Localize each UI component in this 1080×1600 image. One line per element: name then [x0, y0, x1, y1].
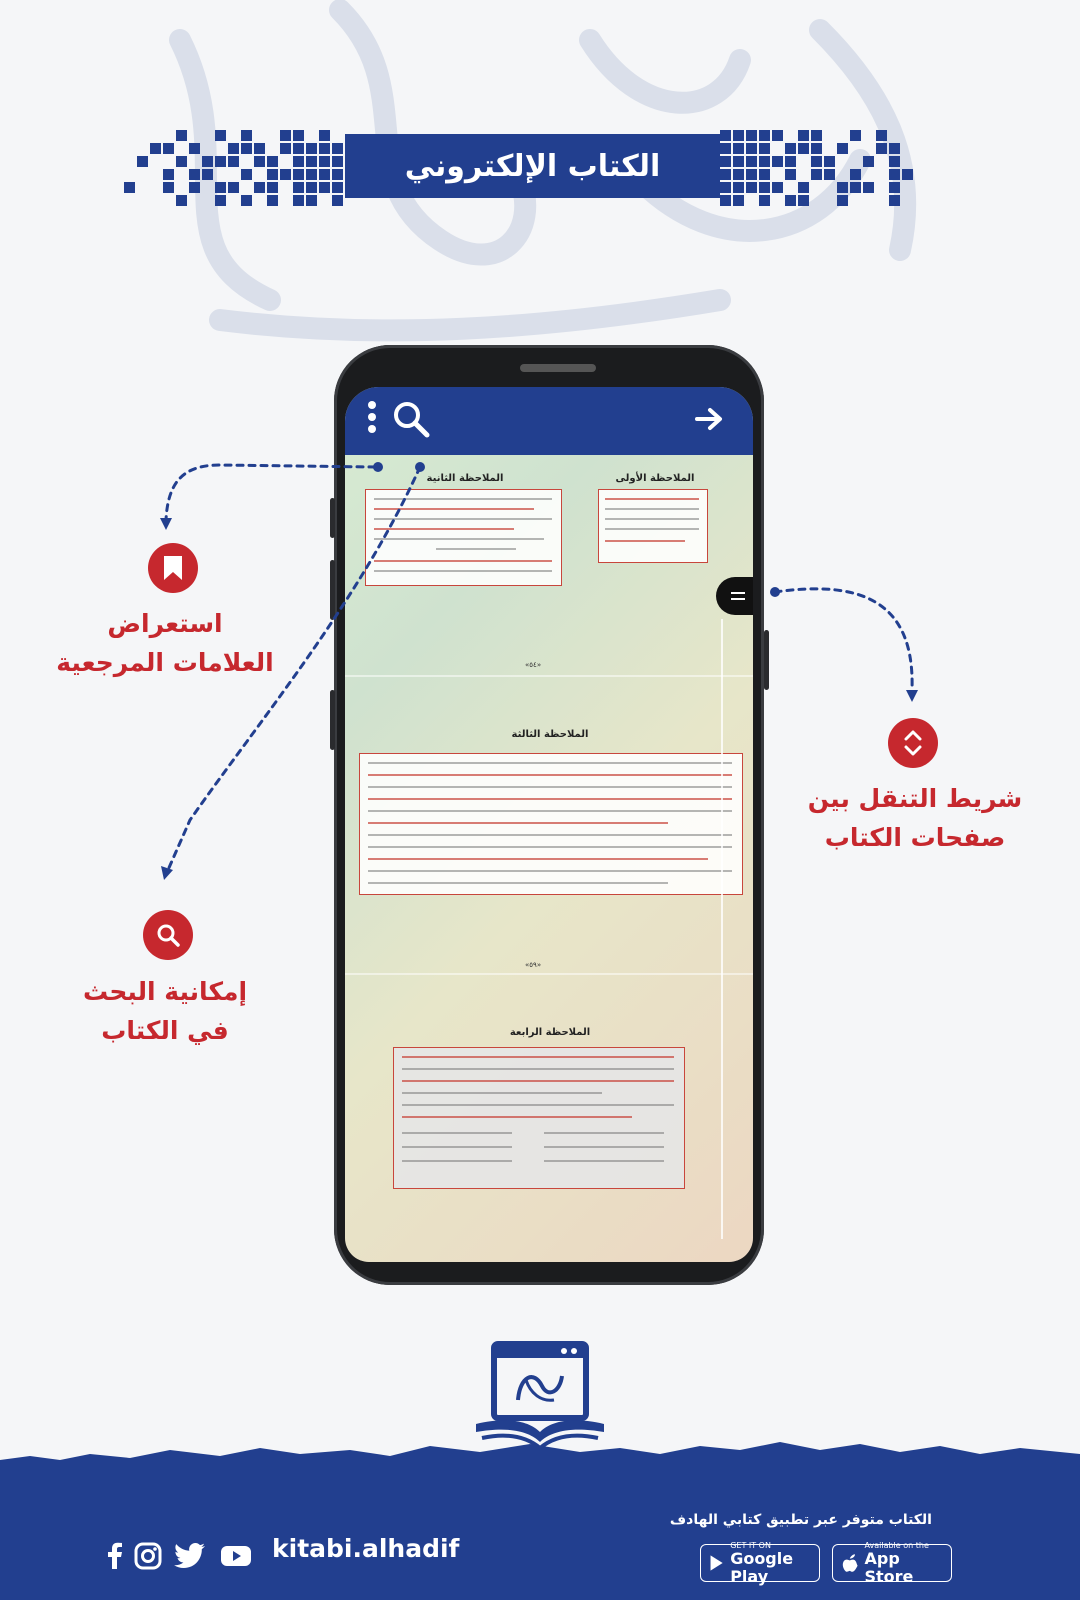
more-vertical-icon[interactable]: [367, 399, 377, 439]
google-play-badge[interactable]: [700, 1540, 820, 1586]
pixel-block: [241, 169, 252, 180]
pixel-block: [241, 130, 252, 141]
pixel-block: [137, 156, 148, 167]
pixel-block: [759, 156, 770, 167]
pixel-block: [215, 195, 226, 206]
pixel-block: [124, 182, 135, 193]
note-box: [359, 753, 743, 895]
pixel-block: [241, 195, 252, 206]
pixel-block: [772, 182, 783, 193]
callout-line: استعراض: [107, 609, 223, 638]
pixel-block: [215, 182, 226, 193]
pixel-block: [785, 143, 796, 154]
pixel-block: [267, 169, 278, 180]
pixel-block: [889, 169, 900, 180]
pixel-block: [720, 195, 731, 206]
twitter-icon[interactable]: [174, 1540, 206, 1572]
pixel-block: [293, 156, 304, 167]
pixel-block: [202, 169, 213, 180]
search-icon: [155, 922, 181, 948]
pixel-block: [759, 169, 770, 180]
pixel-block: [850, 169, 861, 180]
app-screen: [345, 387, 753, 1262]
note-title: الملاحظة الأولى: [615, 473, 695, 484]
page-title: الكتاب الإلكتروني: [345, 134, 720, 198]
pixel-block: [163, 182, 174, 193]
apple-icon: [841, 1551, 858, 1575]
google-play-icon: [709, 1552, 724, 1574]
pixel-block: [902, 169, 913, 180]
callout-line: العلامات المرجعية: [56, 647, 274, 677]
pixel-block: [811, 130, 822, 141]
pixel-block: [306, 182, 317, 193]
pixel-block: [798, 143, 809, 154]
pixel-block: [772, 130, 783, 141]
app-top-bar: [345, 387, 753, 455]
note-title: الملاحظة الثالثة: [511, 729, 589, 740]
store-big-text: App Store: [864, 1548, 914, 1586]
pixel-block: [837, 143, 848, 154]
pixel-block: [176, 156, 187, 167]
pixel-block: [332, 169, 343, 180]
pixel-block: [267, 156, 278, 167]
pixel-block: [176, 130, 187, 141]
pixel-block: [293, 169, 304, 180]
search-icon[interactable]: [391, 399, 431, 443]
note-box: [393, 1047, 685, 1189]
instagram-icon[interactable]: [132, 1540, 164, 1572]
app-store-badge[interactable]: [832, 1540, 952, 1586]
pixel-block: [798, 130, 809, 141]
pixel-block: [319, 169, 330, 180]
chevron-up-down-icon: [902, 728, 924, 758]
callout-bookmarks: [40, 605, 290, 683]
pixel-block: [163, 169, 174, 180]
pixel-block: [863, 182, 874, 193]
availability-text: الكتاب متوفر عبر تطبيق كتابي الهادف: [669, 1512, 932, 1528]
callout-line: صفحات الكتاب: [824, 822, 1006, 852]
page-scroll-handle[interactable]: [716, 577, 753, 615]
callout-search: [45, 973, 285, 1051]
pixel-block: [811, 143, 822, 154]
phone-side-button: [330, 560, 335, 620]
pixel-block: [189, 169, 200, 180]
pixel-block: [759, 195, 770, 206]
pixel-block: [254, 143, 265, 154]
pixel-block: [306, 195, 317, 206]
bookmark-icon: [162, 555, 184, 581]
note-title: الملاحظة الرابعة: [509, 1027, 591, 1038]
pixel-block: [746, 182, 757, 193]
pixel-block: [280, 130, 291, 141]
phone-speaker: [520, 364, 596, 372]
social-handle: kitabi.alhadif: [272, 1534, 460, 1563]
phone-power-button: [764, 630, 769, 690]
pixel-block: [772, 156, 783, 167]
page-number: «٥٩»: [525, 961, 542, 969]
pixel-block: [811, 169, 822, 180]
pixel-block: [824, 169, 835, 180]
pixel-block: [293, 182, 304, 193]
pixel-block: [280, 143, 291, 154]
pixel-block: [837, 182, 848, 193]
pixel-block: [876, 130, 887, 141]
pixel-block: [332, 195, 343, 206]
pixel-block: [733, 143, 744, 154]
bookmark-badge: [148, 543, 198, 593]
youtube-icon[interactable]: [220, 1540, 252, 1572]
facebook-icon[interactable]: [98, 1540, 130, 1572]
pixel-block: [215, 156, 226, 167]
pixel-block: [798, 195, 809, 206]
callout-navigation: [790, 780, 1040, 858]
pixel-block: [824, 156, 835, 167]
pixel-block: [332, 143, 343, 154]
pixel-block: [254, 182, 265, 193]
pixel-block: [228, 182, 239, 193]
pixel-block: [228, 143, 239, 154]
pixel-block: [267, 195, 278, 206]
phone-side-button: [330, 690, 335, 750]
callout-line: إمكانية البحث: [82, 977, 248, 1006]
pixel-block: [306, 169, 317, 180]
page-number: «٥٤»: [525, 661, 542, 669]
note-box: [598, 489, 708, 563]
pixel-block: [293, 130, 304, 141]
pixel-block: [720, 156, 731, 167]
pixel-block: [889, 195, 900, 206]
pixel-block: [254, 156, 265, 167]
page-separator: [345, 973, 753, 975]
note-box: [365, 489, 562, 586]
pixel-block: [733, 195, 744, 206]
pixel-block: [332, 156, 343, 167]
pixel-block: [889, 143, 900, 154]
pixel-block: [319, 182, 330, 193]
note-title: الملاحظة الثانية: [426, 473, 504, 484]
search-badge: [143, 910, 193, 960]
pixel-block: [332, 182, 343, 193]
pixel-block: [720, 182, 731, 193]
store-big-text: Google Play: [730, 1548, 794, 1586]
pixel-block: [720, 130, 731, 141]
pixel-block: [306, 156, 317, 167]
pixel-block: [733, 156, 744, 167]
pixel-block: [798, 182, 809, 193]
pixel-block: [150, 143, 161, 154]
pixel-block: [759, 130, 770, 141]
pixel-block: [746, 169, 757, 180]
page-scroll-track[interactable]: [721, 619, 723, 1239]
drag-handle-icon: [730, 591, 746, 601]
pixel-block: [176, 195, 187, 206]
pixel-block: [293, 195, 304, 206]
pixel-block: [163, 143, 174, 154]
pixel-block: [889, 182, 900, 193]
navigation-badge: [888, 718, 938, 768]
pixel-block: [215, 130, 226, 141]
arrow-right-icon[interactable]: [695, 407, 725, 435]
pixel-block: [319, 130, 330, 141]
pixel-block: [319, 156, 330, 167]
pixel-block: [785, 169, 796, 180]
pixel-block: [228, 156, 239, 167]
pixel-block: [785, 156, 796, 167]
pixel-block: [759, 143, 770, 154]
pixel-block: [280, 169, 291, 180]
pixel-block: [811, 156, 822, 167]
pixel-block: [785, 195, 796, 206]
pixel-block: [720, 169, 731, 180]
store-small-text: Available on the: [864, 1540, 929, 1550]
pixel-block: [746, 130, 757, 141]
pixel-block: [189, 143, 200, 154]
pixel-block: [733, 130, 744, 141]
pixel-block: [733, 169, 744, 180]
page-separator: [345, 675, 753, 677]
phone-side-button: [330, 498, 335, 538]
pixel-block: [720, 143, 731, 154]
pixel-block: [293, 143, 304, 154]
pixel-block: [319, 143, 330, 154]
pixel-block: [863, 156, 874, 167]
pixel-block: [746, 156, 757, 167]
store-small-text: GET IT ON: [730, 1540, 771, 1550]
pixel-block: [746, 143, 757, 154]
pixel-block: [876, 143, 887, 154]
pixel-block: [837, 195, 848, 206]
pixel-block: [850, 182, 861, 193]
pixel-block: [189, 182, 200, 193]
pixel-block: [241, 143, 252, 154]
pixel-block: [306, 143, 317, 154]
pixel-block: [759, 182, 770, 193]
pixel-block: [889, 156, 900, 167]
pixel-block: [202, 156, 213, 167]
pixel-block: [850, 130, 861, 141]
pixel-block: [267, 182, 278, 193]
callout-line: في الكتاب: [101, 1015, 229, 1045]
callout-line: شريط التنقل بين: [807, 784, 1023, 813]
pixel-block: [733, 182, 744, 193]
